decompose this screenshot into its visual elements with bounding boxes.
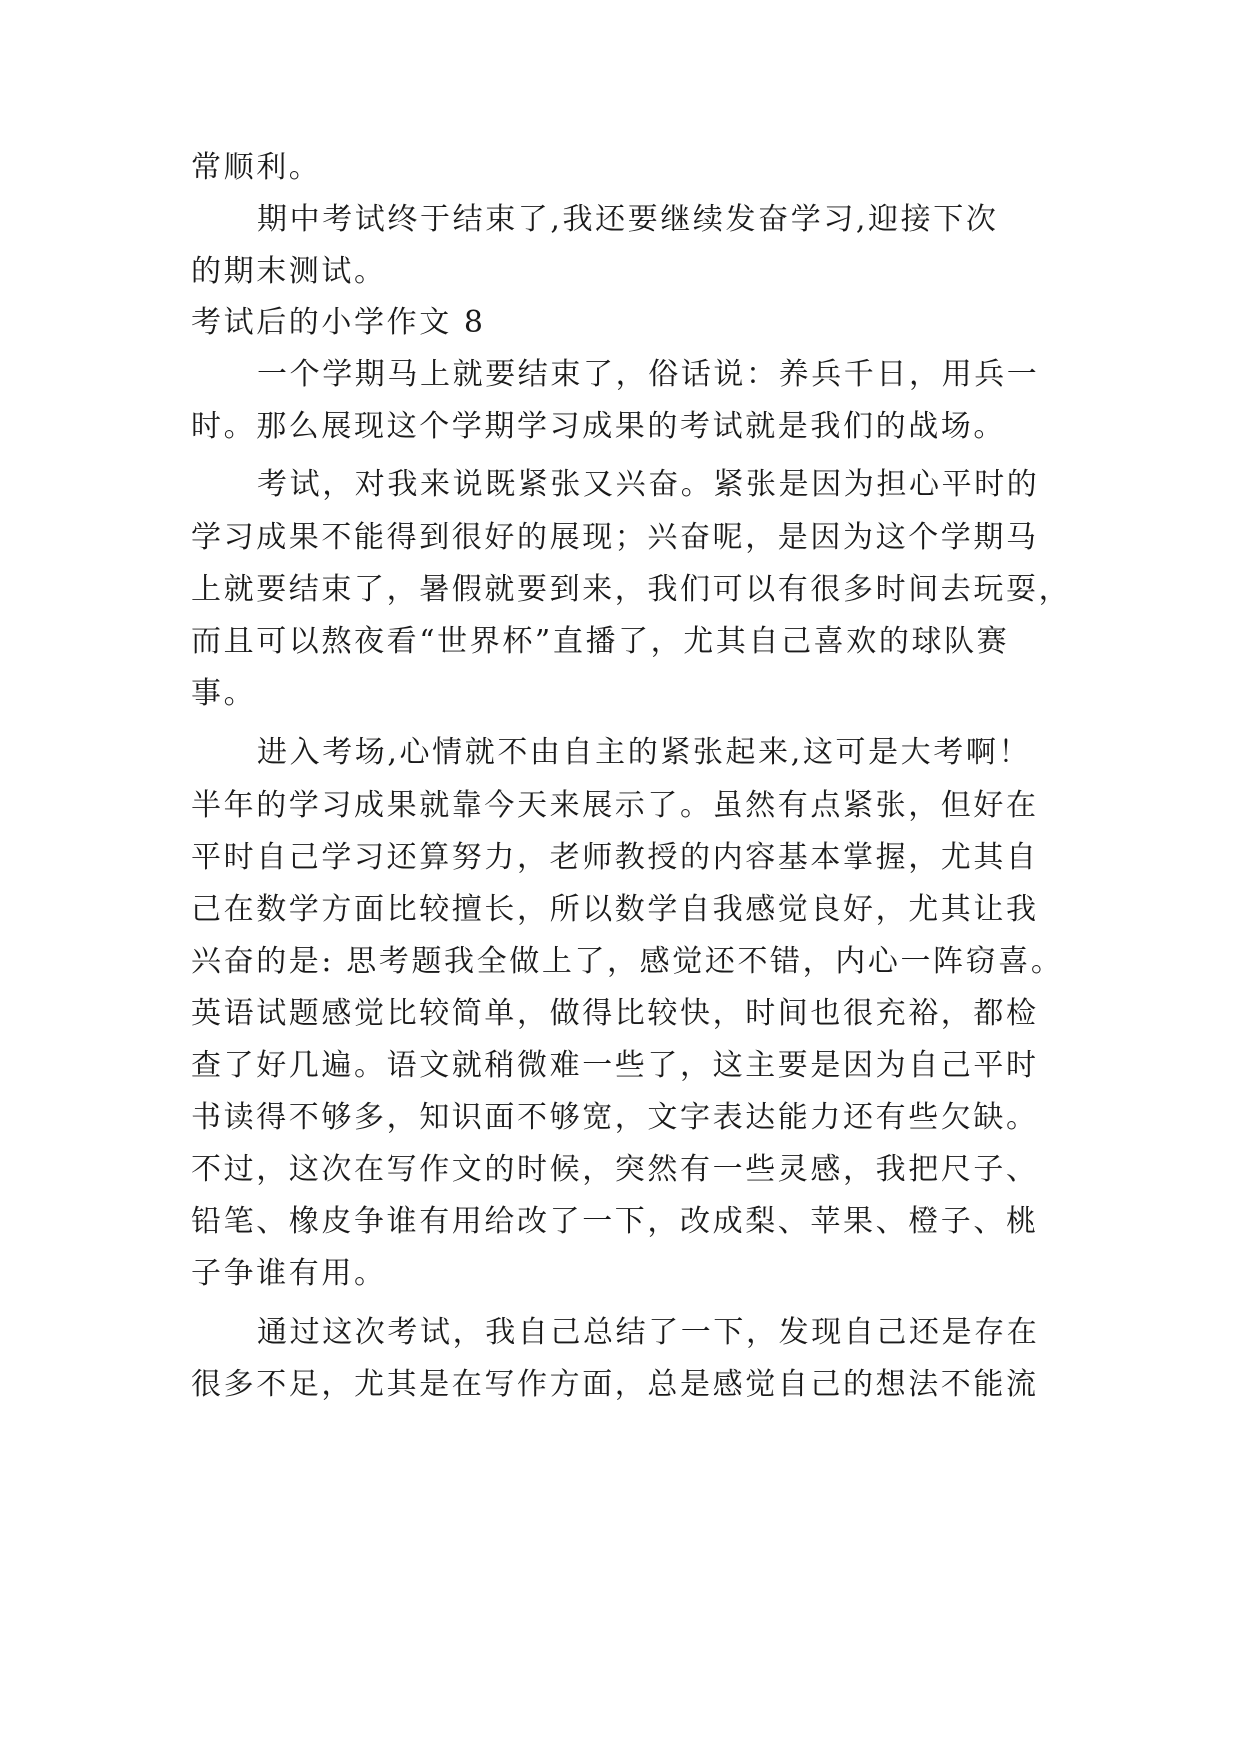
text-line: 上就要结束了，暑假就要到来，我们可以有很多时间去玩耍， [191, 572, 1072, 607]
text-line: 平时自己学习还算努力，老师教授的内容基本掌握，尤其自 [191, 840, 1039, 875]
text-line: 半年的学习成果就靠今天来展示了。虽然有点紧张，但好在 [191, 788, 1039, 823]
text-line: 子争谁有用。 [191, 1256, 387, 1291]
text-line: 学习成果不能得到很好的展现；兴奋呢，是因为这个学期马 [191, 520, 1039, 555]
text-line: 时。那么展现这个学期学习成果的考试就是我们的战场。 [191, 409, 1006, 444]
text-line: 考试，对我来说既紧张又兴奋。紧张是因为担心平时的 [257, 467, 1040, 502]
text-line: 铅笔、橡皮争谁有用给改了一下，改成梨、苹果、橙子、桃 [191, 1204, 1039, 1239]
text-line: 通过这次考试，我自己总结了一下，发现自己还是存在 [257, 1315, 1040, 1350]
text-line: 兴奋的是: 思考题我全做上了，感觉还不错，内心一阵窃喜。 [191, 944, 1064, 979]
text-line: 而且可以熬夜看“世界杯”直播了，尤其自己喜欢的球队赛 [191, 624, 1010, 659]
text-line: 很多不足，尤其是在写作方面，总是感觉自己的想法不能流 [191, 1367, 1039, 1402]
text-line: 期中考试终于结束了,我还要继续发奋学习,迎接下次 [257, 202, 999, 237]
text-line: 书读得不够多，知识面不够宽，文字表达能力还有些欠缺。 [191, 1100, 1039, 1135]
text-line: 英语试题感觉比较简单，做得比较快，时间也很充裕，都检 [191, 996, 1039, 1031]
text-line: 己在数学方面比较擅长，所以数学自我感觉良好，尤其让我 [191, 892, 1039, 927]
text-line: 的期末测试。 [191, 254, 387, 289]
section-heading: 考试后的小学作文 8 [191, 305, 486, 340]
text-line: 一个学期马上就要结束了，俗话说：养兵千日，用兵一 [257, 357, 1040, 392]
text-line: 进入考场,心情就不由自主的紧张起来,这可是大考啊！ [257, 735, 1032, 770]
text-line: 事。 [191, 676, 257, 711]
text-line: 常顺利。 [191, 150, 322, 185]
text-line: 不过，这次在写作文的时候，突然有一些灵感，我把尺子、 [191, 1152, 1039, 1187]
text-line: 查了好几遍。语文就稍微难一些了，这主要是因为自己平时 [191, 1048, 1039, 1083]
